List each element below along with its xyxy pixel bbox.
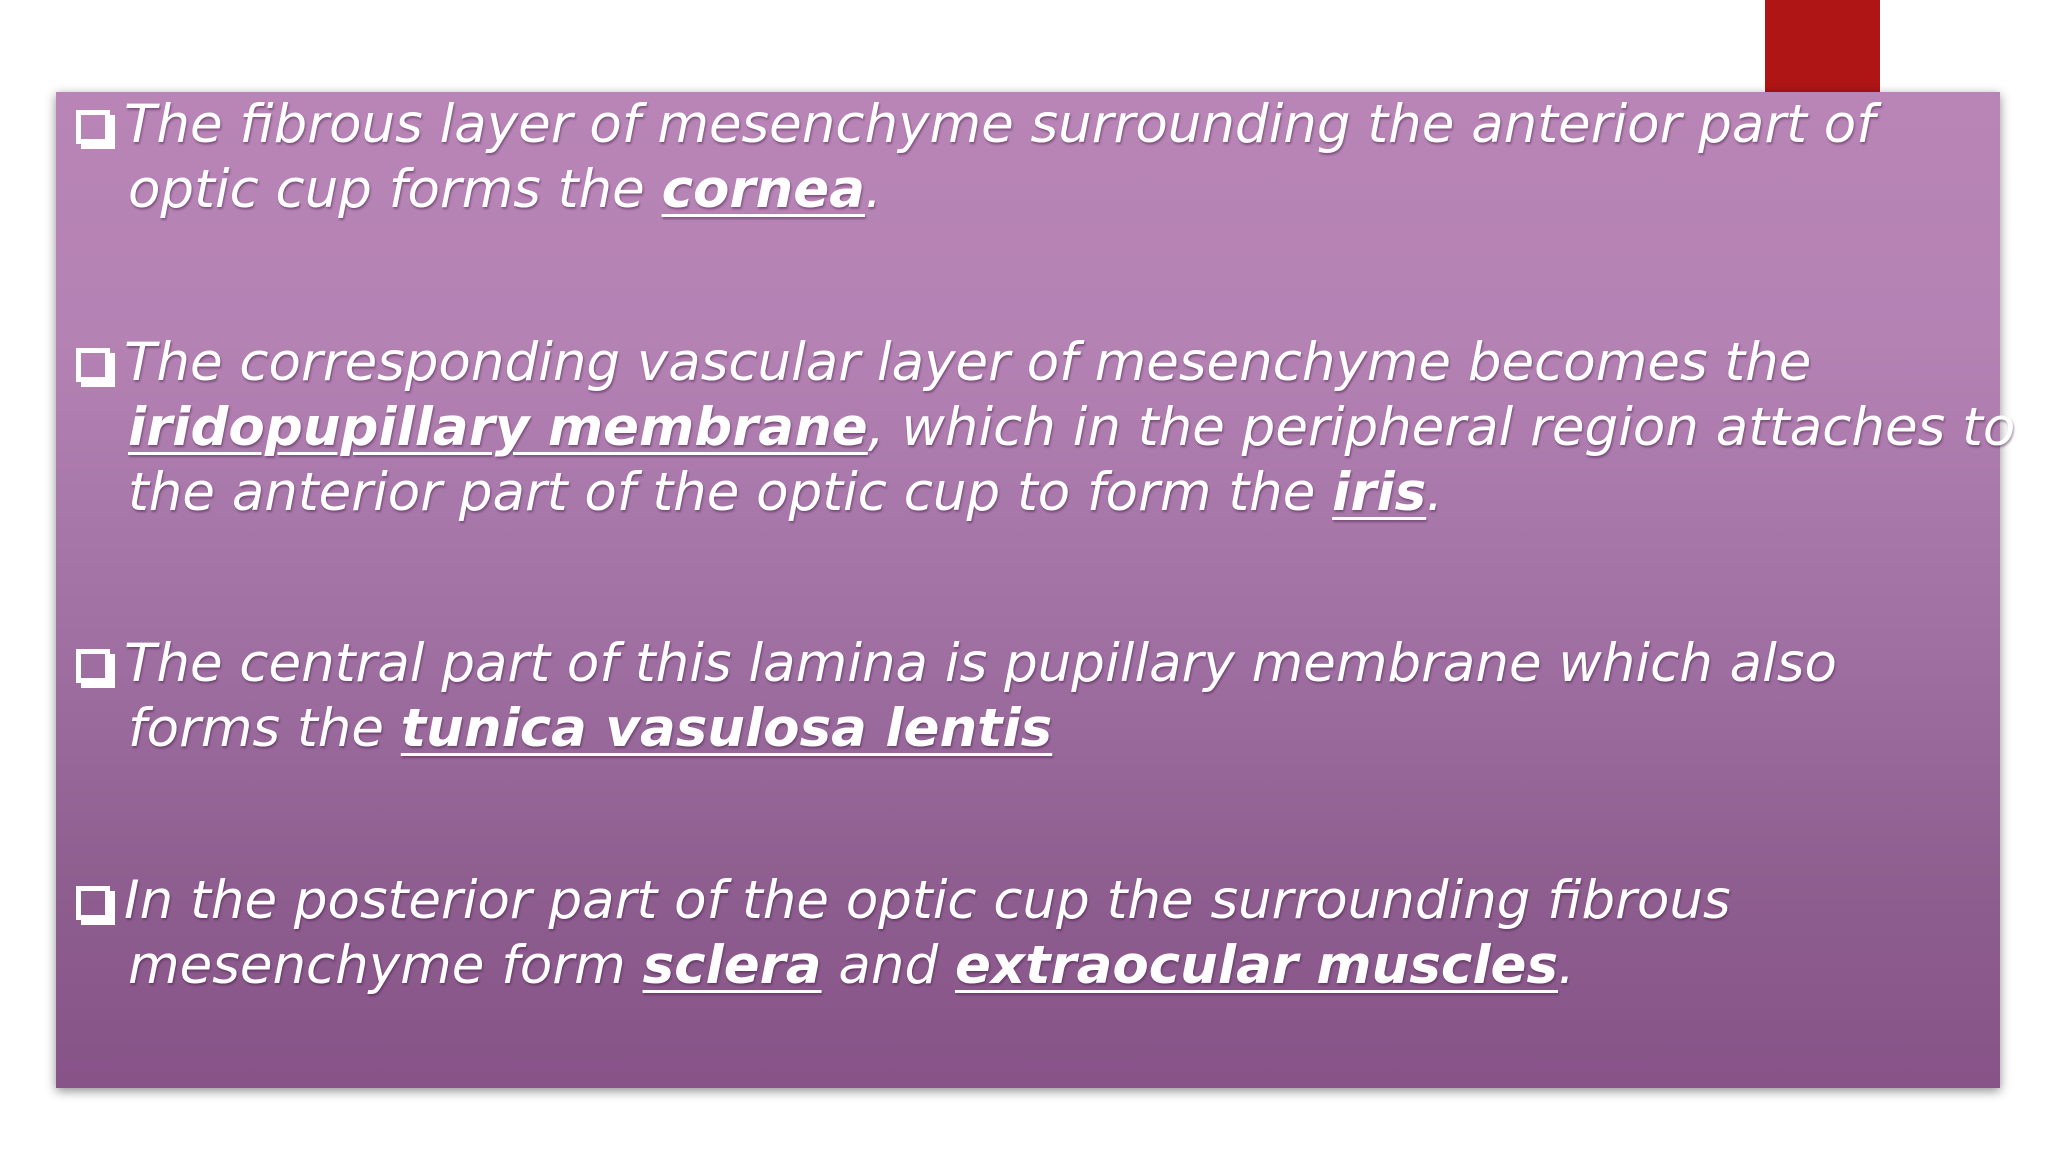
term-cornea: cornea	[661, 159, 865, 220]
bullet-line	[76, 868, 1976, 933]
checkbox-square-icon	[76, 649, 110, 683]
bullet-text: the anterior part of the optic cup to form the	[128, 462, 1333, 523]
bullet-line	[76, 157, 1976, 222]
bullet-text: .	[1426, 462, 1444, 523]
bullet-tunica	[76, 631, 1976, 761]
bullet-line	[76, 330, 1976, 395]
bullet-text: In the posterior part of the optic cup the surrounding fibrous	[124, 870, 1731, 931]
term-sclera: sclera	[642, 935, 822, 996]
bullet-line	[76, 92, 1976, 157]
bullet-text: .	[865, 159, 882, 220]
red-accent-tab	[1765, 0, 1880, 92]
bullet-text: and	[821, 935, 955, 996]
bullet-iridopupillary	[76, 330, 2016, 525]
bullet-line	[76, 631, 1976, 696]
checkbox-square-icon	[76, 886, 110, 920]
bullet-line	[76, 460, 1976, 525]
bullet-text: The fibrous layer of mesenchyme surrounding the anterior part of	[124, 94, 1875, 155]
checkbox-square-icon	[76, 348, 110, 382]
term-iridopupillary-membrane: iridopupillary membrane	[128, 397, 868, 458]
bullet-text: .	[1558, 935, 1575, 996]
bullet-sclera	[76, 868, 1976, 998]
bullet-text: forms the	[128, 698, 401, 759]
bullet-text: mesenchyme form	[128, 935, 643, 996]
term-tunica-vasulosa-lentis: tunica vasulosa lentis	[400, 698, 1053, 759]
bullet-line	[76, 395, 2016, 460]
term-extraocular-muscles: extraocular muscles	[954, 935, 1558, 996]
bullet-text: The corresponding vascular layer of mesenchyme becomes the	[124, 332, 1812, 393]
bullet-line	[76, 696, 1976, 761]
bullet-line	[76, 933, 1976, 998]
bullet-text: optic cup forms the	[128, 159, 662, 220]
bullet-text: The central part of this lamina is pupillary membrane which also	[124, 633, 1837, 694]
bullet-text: , which in the peripheral region attaches to	[867, 397, 2016, 458]
bullet-cornea	[76, 92, 1976, 222]
term-iris: iris	[1332, 462, 1427, 523]
content-box	[56, 92, 2016, 1088]
checkbox-square-icon	[76, 110, 110, 144]
